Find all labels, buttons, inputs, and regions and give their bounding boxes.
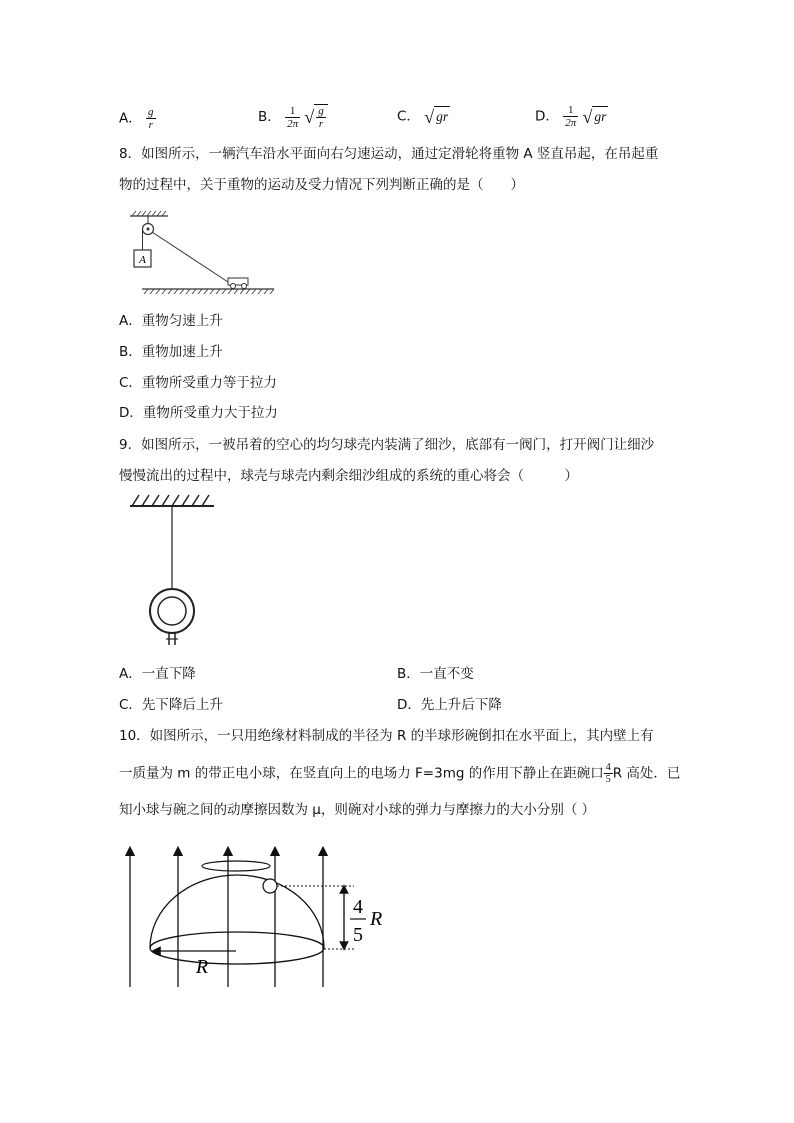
sphere-shell-icon xyxy=(150,589,194,633)
height-label-num: 4 xyxy=(353,896,363,918)
q8-stem-line1: 8．如图所示，一辆汽车沿水平面向右匀速运动，通过定滑轮将重物 A 竖直吊起，在吊起重 xyxy=(119,146,659,162)
q9-figure xyxy=(128,492,228,652)
height-label-den: 5 xyxy=(353,924,363,946)
q9-option-b[interactable]: B．一直不变 xyxy=(397,666,474,682)
q8-option-b[interactable]: B．重物加速上升 xyxy=(119,344,223,360)
q8-figure xyxy=(124,210,284,300)
q8-stem-line2: 物的过程中，关于重物的运动及受力情况下列判断正确的是（ ） xyxy=(119,177,524,193)
q7-option-d[interactable]: D． $\frac{1}{2\pi}$ √ gr xyxy=(535,104,607,129)
q9-stem-line2: 慢慢流出的过程中，球壳与球壳内剩余细沙组成的系统的重心将会（ ） xyxy=(119,468,578,484)
q8-option-d[interactable]: D．重物所受重力大于拉力 xyxy=(119,405,278,421)
q10-figure xyxy=(118,845,398,995)
radius-label: R xyxy=(195,956,209,978)
q9-option-d[interactable]: D．先上升后下降 xyxy=(397,697,502,713)
height-label-r: R xyxy=(370,908,383,930)
q8-option-c[interactable]: C．重物所受重力等于拉力 xyxy=(119,375,277,391)
q9-option-a[interactable]: A．一直下降 xyxy=(119,666,196,682)
q7-option-a[interactable]: A． $\frac{g}{r}$ xyxy=(119,106,154,131)
q7-option-c[interactable]: C． √ gr xyxy=(397,106,449,127)
q10-stem-line2: 一质量为 m 的带正电小球，在竖直向上的电场力 F=3mg 的作用下静止在距碗口 $\frac{4}{5}$ R 高处．已 xyxy=(119,762,681,785)
q7-option-b[interactable]: B． $\frac{1}{2\pi}$ √ $\frac{g}{r}$ xyxy=(258,104,328,130)
charged-ball-icon xyxy=(263,879,277,893)
q10-stem-line3: 知小球与碗之间的动摩擦因数为 μ，则碗对小球的弹力与摩擦力的大小分别（ ） xyxy=(119,802,596,818)
weight-a-label: A xyxy=(139,254,146,266)
q9-option-c[interactable]: C．先下降后上升 xyxy=(119,697,223,713)
q8-option-a[interactable]: A．重物匀速上升 xyxy=(119,313,223,329)
q10-stem-line1: 10．如图所示，一只用绝缘材料制成的半径为 R 的半球形碗倒扣在水平面上，其内壁上有 xyxy=(119,728,654,744)
q9-stem-line1: 9．如图所示，一被吊着的空心的均匀球壳内装满了细沙，底部有一阀门，打开阀门让细沙 xyxy=(119,437,655,453)
